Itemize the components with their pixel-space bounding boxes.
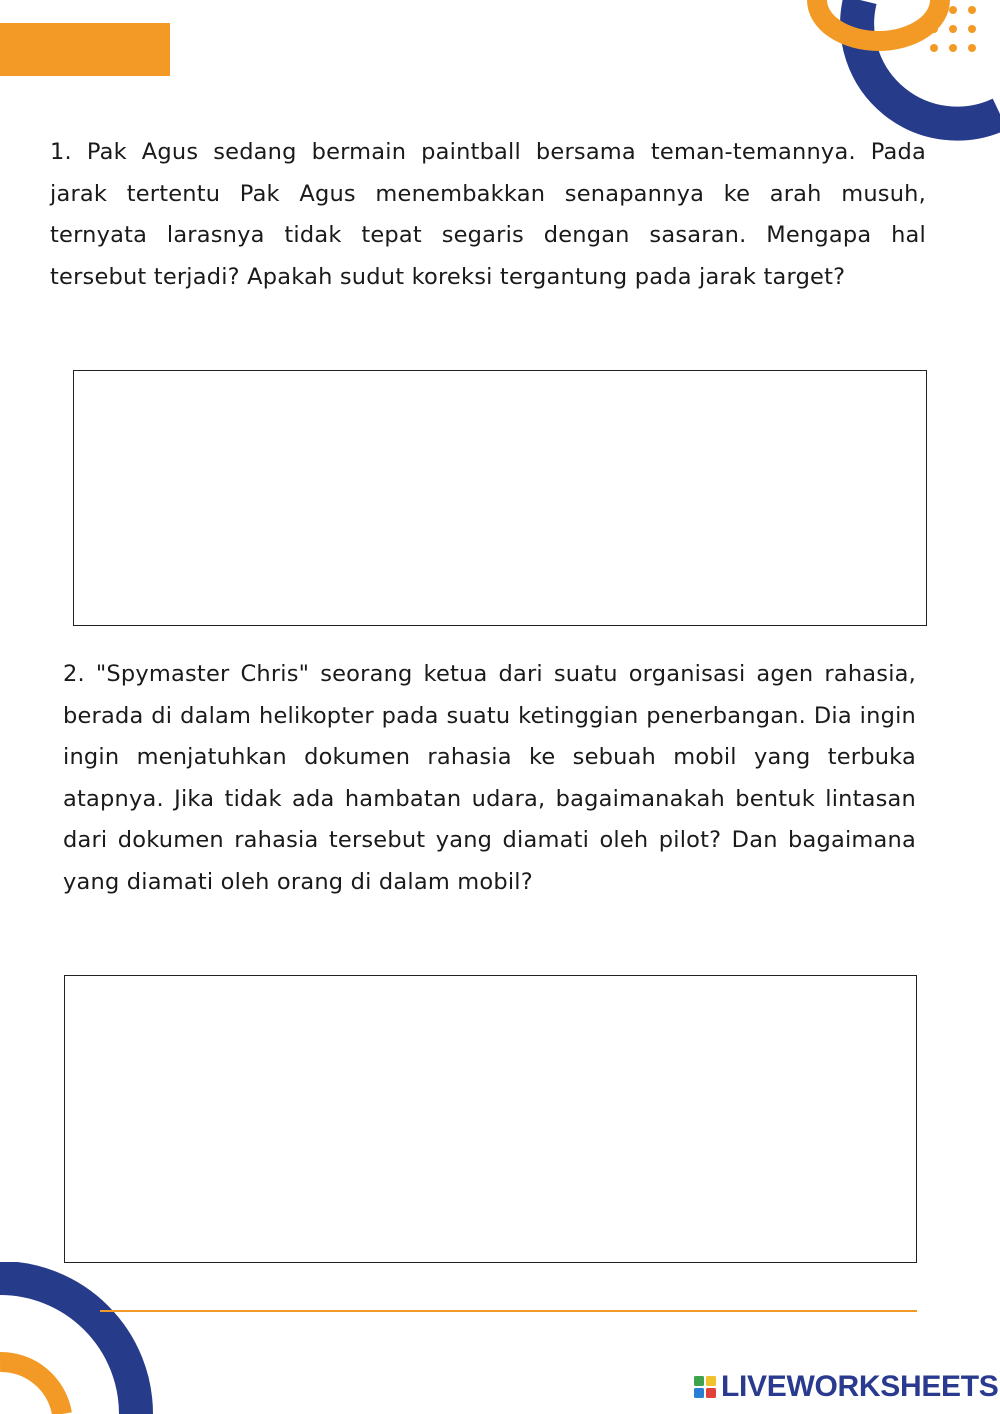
liveworksheets-logo-icon	[693, 1375, 717, 1399]
footer-divider-line	[100, 1310, 917, 1312]
dot-grid-decoration	[930, 6, 986, 56]
question-1-text: 1. Pak Agus sedang bermain paintball bersama teman-temannya. Pada jarak tertentu Pak Agus menembakkan senapannya ke arah musuh, ternyata larasnya tidak tepat segaris dengan sasaran. Mengapa hal tersebut terjadi? Apakah sudut koreksi tergantung pada jarak target?	[50, 139, 926, 290]
orange-header-bar	[0, 23, 170, 76]
answer-box-1[interactable]	[73, 370, 927, 626]
bottom-left-arc-decoration	[0, 1262, 160, 1414]
question-2-text: 2. "Spymaster Chris" seorang ketua dari suatu organisasi agen rahasia, berada di dalam helikopter pada suatu ketinggian penerbangan. Dia ingin ingin menjatuhkan dokumen rahasia ke sebuah mobil yang terbuka atapnya. Jika tidak ada hambatan udara, bagaimanakah bentuk lintasan dari dokumen rahasia tersebut yang diamati oleh pilot? Dan bagaimana yang diamati oleh orang di dalam mobil?	[63, 661, 916, 895]
answer-box-2[interactable]	[64, 975, 917, 1263]
liveworksheets-logo-text: LIVEWORKSHEETS	[721, 1370, 999, 1403]
liveworksheets-logo	[693, 1372, 999, 1402]
